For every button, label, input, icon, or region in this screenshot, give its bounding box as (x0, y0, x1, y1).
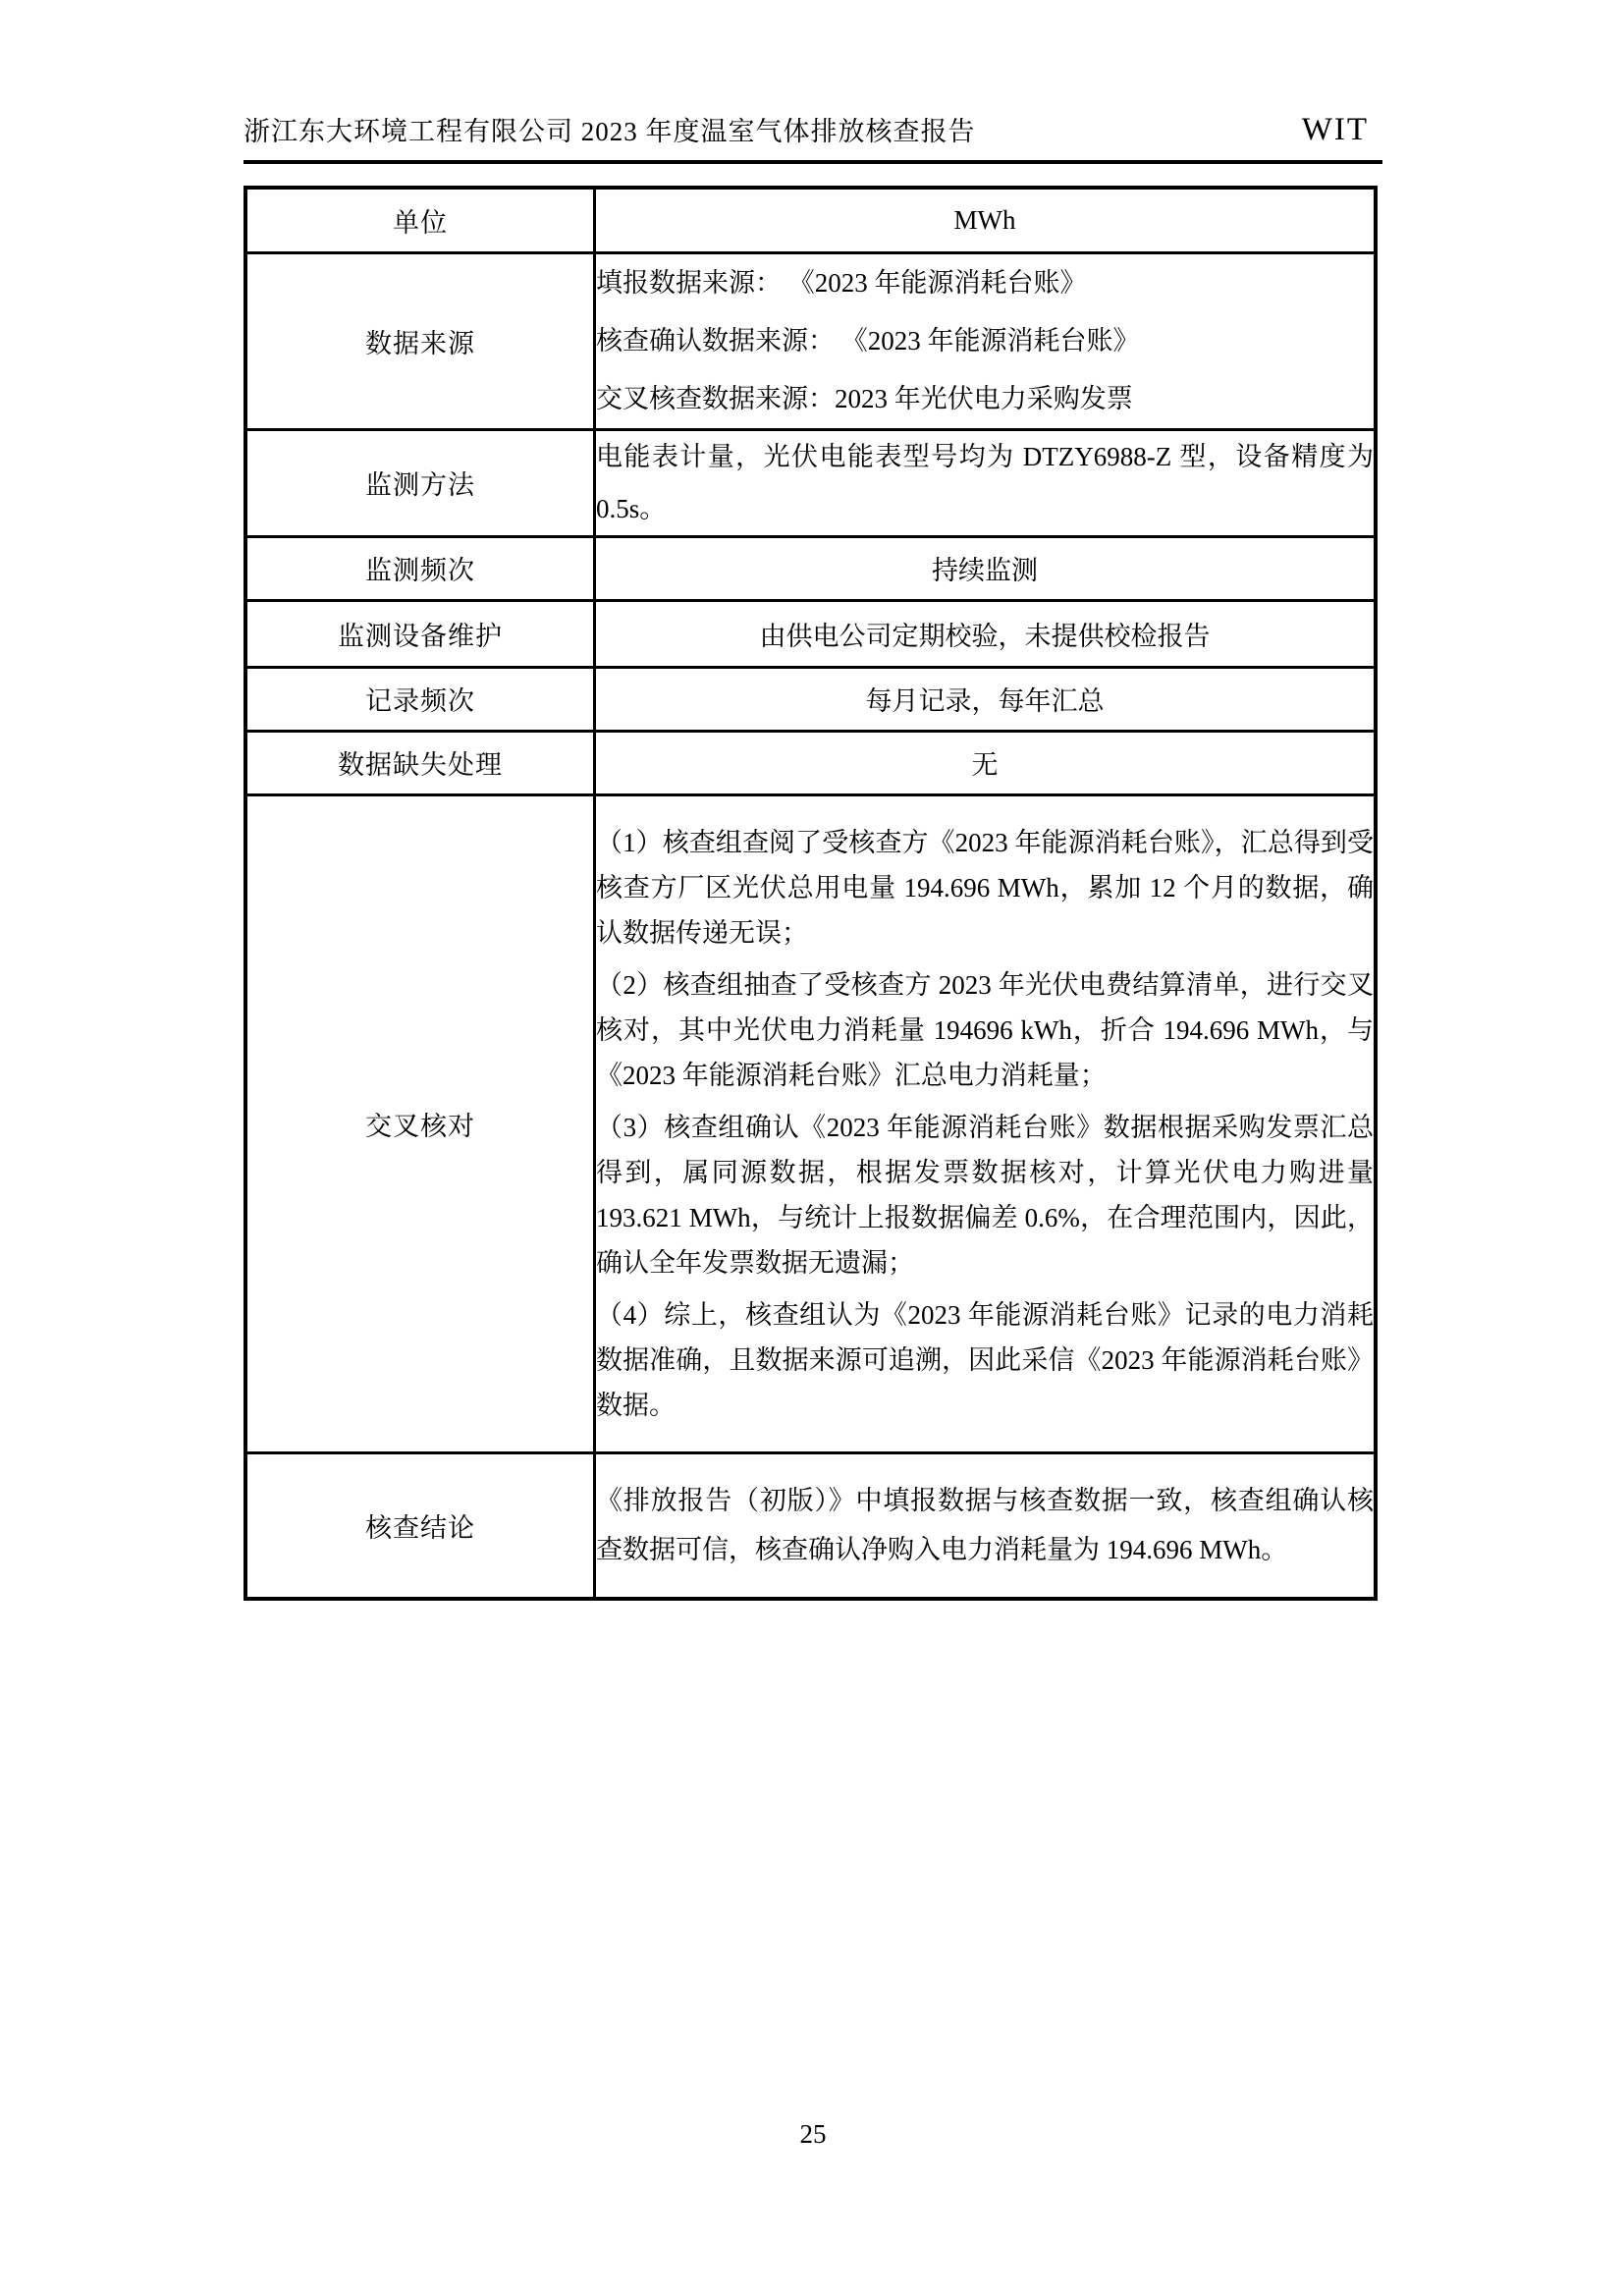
row-value-record-frequency: 每月记录，每年汇总 (595, 667, 1377, 731)
row-label-conclusion: 核查结论 (245, 1452, 595, 1599)
row-label-cross-check: 交叉核对 (245, 794, 595, 1452)
table-row-missing-data-handling (245, 731, 1376, 794)
row-label-data-source: 数据来源 (245, 252, 595, 429)
report-title: 浙江东大环境工程有限公司 2023 年度温室气体排放核查报告 (244, 117, 976, 146)
table-row-monitoring-frequency (245, 536, 1376, 600)
row-value-conclusion: 《排放报告（初版）》中填报数据与核查数据一致，核查组确认核查数据可信，核查确认净购入电力消耗量为 194.696 MWh。 (595, 1452, 1377, 1599)
table-row-data-source (245, 252, 1376, 429)
cross-check-paragraph-3: （3）核查组确认《2023 年能源消耗台账》数据根据采购发票汇总得到，属同源数据，根据发票数据核对，计算光伏电力购进量 193.621 MWh，与统计上报数据偏差 0.6%，在合理范围内，因此，确认全年发票数据无遗漏； (596, 1112, 1374, 1278)
row-value-monitoring-method: 电能表计量，光伏电能表型号均为 DTZY6988-Z 型，设备精度为 0.5s。 (595, 429, 1377, 536)
row-value-unit: MWh (595, 188, 1377, 252)
page-header (244, 110, 1382, 164)
row-label-equipment-maintenance: 监测设备维护 (245, 600, 595, 667)
cross-check-paragraph-4: （4）综上，核查组认为《2023 年能源消耗台账》记录的电力消耗数据准确，且数据来源可追溯，因此采信《2023 年能源消耗台账》数据。 (596, 1299, 1374, 1420)
data-source-line-verified: 核查确认数据来源： 《2023 年能源消耗台账》 (596, 325, 1140, 355)
row-label-missing-data-handling: 数据缺失处理 (245, 731, 595, 794)
table-row-monitoring-method (245, 429, 1376, 536)
row-value-missing-data-handling: 无 (595, 731, 1377, 794)
row-label-monitoring-frequency: 监测频次 (245, 536, 595, 600)
cross-check-paragraph-2: （2）核查组抽查了受核查方 2023 年光伏电费结算清单，进行交叉核对，其中光伏电力消耗量 194696 kWh，折合 194.696 MWh，与《2023 年能源消耗台账》汇总电力消耗量； (596, 969, 1374, 1090)
row-label-unit: 单位 (245, 188, 595, 252)
row-label-monitoring-method: 监测方法 (245, 429, 595, 536)
monitoring-table (244, 186, 1378, 1601)
table-row-unit (245, 188, 1376, 252)
row-value-data-source (595, 252, 1377, 429)
table-row-cross-check (245, 794, 1376, 1452)
data-source-line-reported: 填报数据来源： 《2023 年能源消耗台账》 (596, 267, 1087, 298)
cross-check-paragraph-1: （1）核查组查阅了受核查方《2023 年能源消耗台账》，汇总得到受核查方厂区光伏总用电量 194.696 MWh，累加 12 个月的数据，确认数据传递无误； (596, 827, 1374, 948)
table-row-record-frequency (245, 667, 1376, 731)
wit-logo: WIT (1301, 112, 1369, 147)
table-row-equipment-maintenance (245, 600, 1376, 667)
page-content (244, 0, 1382, 1601)
row-value-monitoring-frequency: 持续监测 (595, 536, 1377, 600)
row-value-cross-check (595, 794, 1377, 1452)
table-row-conclusion (245, 1452, 1376, 1599)
row-label-record-frequency: 记录频次 (245, 667, 595, 731)
data-source-line-crosscheck: 交叉核查数据来源：2023 年光伏电力采购发票 (596, 383, 1133, 413)
page-number: 25 (799, 2119, 827, 2149)
row-value-equipment-maintenance: 由供电公司定期校验，未提供校检报告 (595, 600, 1377, 667)
